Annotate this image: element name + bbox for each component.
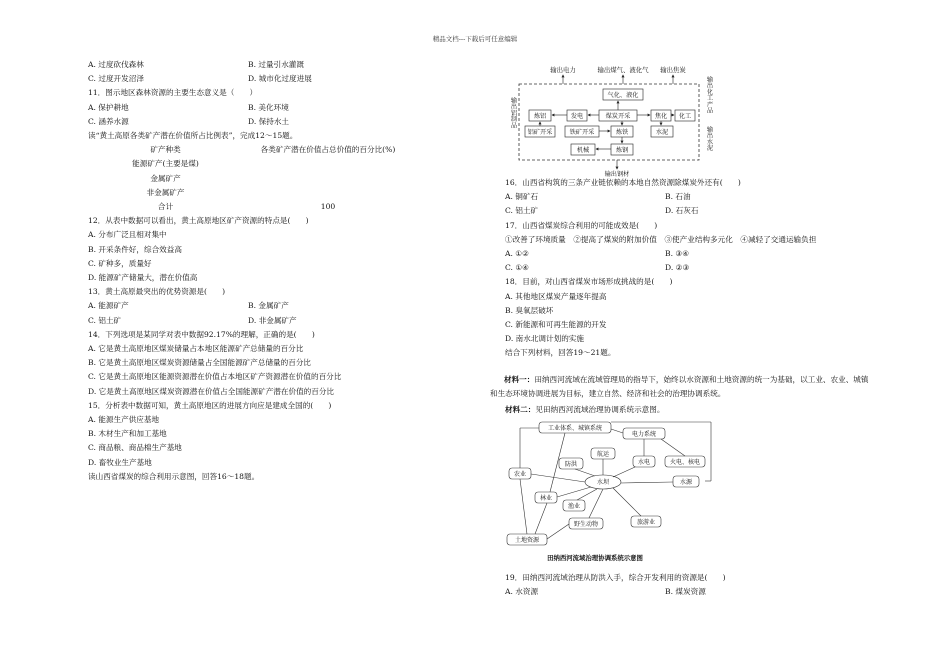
option[interactable]: A. 保护耕地 xyxy=(88,102,129,112)
node-aluminium-smelting: 炼铝 xyxy=(533,113,547,120)
option[interactable]: A. 能源矿产 xyxy=(88,301,129,311)
output-chemical-label: 输出化工产品 xyxy=(705,76,713,114)
node-machinery: 机械 xyxy=(576,147,590,154)
option[interactable]: B. ③④ xyxy=(665,249,690,259)
node-navigation: 航运 xyxy=(596,451,610,458)
page-header: 精品文档---下载后可任意编辑 xyxy=(432,35,518,43)
table-cell: 合计 xyxy=(157,202,174,212)
option[interactable]: B. 美化环境 xyxy=(248,102,289,112)
node-wildlife: 野生动物 xyxy=(573,521,599,528)
question-14: 14．下列选项是某同学对表中数据92.17%的理解，正确的是( ) xyxy=(88,329,315,339)
option[interactable]: B. 过量引水灌溉 xyxy=(248,60,304,69)
option[interactable]: D. 它是黄土高原地区煤炭资源潜在价值占全国能源矿产潜在价值的百分比 xyxy=(88,386,335,396)
node-agriculture: 农业 xyxy=(513,471,527,478)
question-12: 12．从表中数据可以看出，黄土高原地区矿产资源的特点是( ) xyxy=(88,216,309,226)
right-column-bottom xyxy=(505,571,875,599)
option[interactable]: A. 分布广泛且相对集中 xyxy=(88,230,167,240)
question-17-items: ①改善了环境质量 ②提高了煤炭的附加价值 ③使产业结构多元化 ④减轻了交通运输负担 xyxy=(505,234,817,244)
option[interactable]: A. 其他地区煤炭产量逐年提高 xyxy=(505,291,607,301)
node-flood-control: 防洪 xyxy=(564,461,578,468)
question-19: 19．田纳西河流域治理从防洪入手，综合开发利用的资源是( ) xyxy=(505,573,726,582)
option[interactable]: C. 涵养水源 xyxy=(88,116,129,126)
table-cell: 100 xyxy=(320,202,336,212)
table-cell xyxy=(243,172,413,186)
option[interactable]: A. 过度砍伐森林 xyxy=(88,60,144,69)
node-power-system: 电力系统 xyxy=(631,431,657,438)
option[interactable]: C. ①④ xyxy=(505,263,529,273)
material-2 xyxy=(505,403,664,417)
q19-options-row xyxy=(505,585,875,599)
node-power: 发电 xyxy=(570,113,584,120)
option[interactable]: B. 煤炭资源 xyxy=(665,587,706,597)
question-11: 11．图示地区森林资源的主要生态意义是（ ） xyxy=(88,88,258,98)
option[interactable]: D. 城市化过度进展 xyxy=(248,74,312,84)
option[interactable]: D. ②③ xyxy=(665,263,690,273)
node-coking: 焦化 xyxy=(654,113,668,120)
node-steelmaking: 炼钢 xyxy=(615,147,629,154)
node-chemical: 化工 xyxy=(678,113,692,120)
q13-options-row-2 xyxy=(88,314,418,328)
node-gasification: 气化、液化 xyxy=(607,92,639,99)
option[interactable]: C. 新能源和可再生能源的开发 xyxy=(505,320,607,330)
option[interactable]: A. 铜矿石 xyxy=(505,192,539,202)
table-header xyxy=(88,143,418,157)
node-coal-mining: 煤炭开采 xyxy=(605,113,631,120)
option[interactable]: C. 矿种多，质量好 xyxy=(88,258,152,268)
question-15: 15．分析表中数据可知，黄土高原地区的进展方向应是建成全国的( ) xyxy=(88,400,332,410)
option[interactable]: D. 石灰石 xyxy=(665,206,699,216)
node-water-source: 水源 xyxy=(679,479,693,486)
materials-intro: 结合下列材料，回答19～21题。 xyxy=(505,348,616,358)
option[interactable]: A. 水资源 xyxy=(505,587,539,597)
q10-options-row-1 xyxy=(88,58,418,72)
option[interactable]: A. 能源生产供应基地 xyxy=(88,415,160,425)
table-head-cell: 各类矿产潜在价值占总价值的百分比(%) xyxy=(260,145,396,155)
node-cement: 水泥 xyxy=(655,129,669,136)
right-column xyxy=(505,176,875,361)
q11-options-row-1 xyxy=(88,101,418,115)
node-thermal-nuclear: 火电、核电 xyxy=(669,459,701,466)
q10-options-row-2 xyxy=(88,72,418,86)
option[interactable]: A. ①② xyxy=(505,249,529,259)
output-label: 输出焦炭 xyxy=(660,66,686,74)
table-head-cell: 矿产种类 xyxy=(150,145,181,155)
option[interactable]: C. 商品粮、商品棉生产基地 xyxy=(88,443,182,453)
tva-diagram-caption: 田纳西河流域治理协调系统示意图 xyxy=(547,554,643,562)
q16-options-row-2 xyxy=(505,204,875,218)
table-cell xyxy=(243,186,413,200)
material-1-label: 材料一： xyxy=(504,375,535,384)
node-hydropower: 水电 xyxy=(637,459,651,466)
table-cell: 非金属矿产 xyxy=(146,187,185,197)
option[interactable]: D. 南水北调计划的实施 xyxy=(505,334,584,344)
material-1 xyxy=(490,373,875,401)
q17-options-row-2 xyxy=(505,261,875,275)
node-ironmaking: 炼铁 xyxy=(615,129,629,136)
output-label: 输出煤气、液化气 xyxy=(597,66,649,74)
option[interactable]: D. 能源矿产储量大，潜在价值高 xyxy=(88,273,198,283)
option[interactable]: B. 金属矿产 xyxy=(248,301,289,311)
left-column xyxy=(88,58,418,484)
table-intro: 读“黄土高原各类矿产潜在价值所占比例表”，完成12～15题。 xyxy=(88,131,298,141)
output-cement-label: 输出水泥 xyxy=(705,126,713,151)
node-land-resources: 土地资源 xyxy=(514,537,540,544)
node-iron-mining: 铁矿开采 xyxy=(569,129,595,136)
option[interactable]: B. 它是黄土高原地区煤炭资源储量占全国能源矿产总储量的百分比 xyxy=(88,358,312,368)
question-17: 17．山西省煤炭综合利用的可能成效是( ) xyxy=(505,220,658,230)
table-row xyxy=(88,200,418,214)
q16-options-row-1 xyxy=(505,190,875,204)
q13-options-row-1 xyxy=(88,299,418,313)
q11-options-row-2 xyxy=(88,115,418,129)
node-dam: 水坝 xyxy=(596,479,610,486)
option[interactable]: C. 铝土矿 xyxy=(505,206,539,216)
question-16: 16．山西省构筑的三条产业链依赖的本地自然资源除煤炭外还有( ) xyxy=(505,178,741,187)
question-13: 13．黄土高原最突出的优势资源是( ) xyxy=(88,287,226,297)
option[interactable]: B. 木材生产和加工基地 xyxy=(88,429,167,439)
node-industry-urban: 工业体系、城镇系统 xyxy=(547,425,603,432)
option[interactable]: D. 保持水土 xyxy=(248,116,290,126)
option[interactable]: C. 铝土矿 xyxy=(88,315,122,325)
table-row xyxy=(88,157,418,171)
option[interactable]: B. 石油 xyxy=(665,192,691,202)
option[interactable]: C. 它是黄土高原地区能源资源潜在价值占本地区矿产资源潜在价值的百分比 xyxy=(88,372,342,382)
coal-utilization-diagram xyxy=(505,62,725,178)
option[interactable]: A. 它是黄土高原地区煤炭储量占本地区能源矿产总储量的百分比 xyxy=(88,344,304,354)
node-tourism: 旅游业 xyxy=(636,519,656,526)
node-fishery: 渔业 xyxy=(567,503,581,510)
option[interactable]: C. 过度开发沼泽 xyxy=(88,74,144,84)
question-18: 18．目前，对山西省煤炭市场形成挑战的是( ) xyxy=(505,277,673,287)
table-cell xyxy=(243,157,413,171)
output-steel-label: 输出钢材 xyxy=(604,171,630,178)
material-2-text: 见田纳西河流域治理协调系统示意图。 xyxy=(535,405,665,414)
option[interactable]: B. 臭氧层破坏 xyxy=(505,305,554,315)
table-cell: 能源矿产(主要是煤) xyxy=(132,159,199,169)
node-aluminium-mining: 铝矿开采 xyxy=(527,129,553,136)
option[interactable]: B. 开采条件好，综合效益高 xyxy=(88,244,182,254)
material-2-label: 材料二： xyxy=(505,405,536,414)
output-label: 输出电力 xyxy=(550,66,576,74)
table-cell: 金属矿产 xyxy=(150,173,181,183)
table-row xyxy=(88,172,418,186)
diagram-intro: 读山西省煤炭的综合利用示意图，回答16～18题。 xyxy=(88,471,260,481)
option[interactable]: D. 畜牧业生产基地 xyxy=(88,457,152,467)
option[interactable]: D. 非金属矿产 xyxy=(248,315,297,325)
tva-diagram xyxy=(505,420,725,566)
node-forestry: 林业 xyxy=(539,495,553,502)
output-aluminium-label: 输出铝制品 xyxy=(509,97,517,128)
q17-options-row-1 xyxy=(505,247,875,261)
material-1-text: 田纳西河流域在流域管理局的指导下，始终以水资源和土地资源的统一为基础，以工业、农业、城镇和生态环境协调进展为目标，建立自然、经济和社会的治理协调系统。 xyxy=(490,375,869,399)
table-row xyxy=(88,186,418,200)
